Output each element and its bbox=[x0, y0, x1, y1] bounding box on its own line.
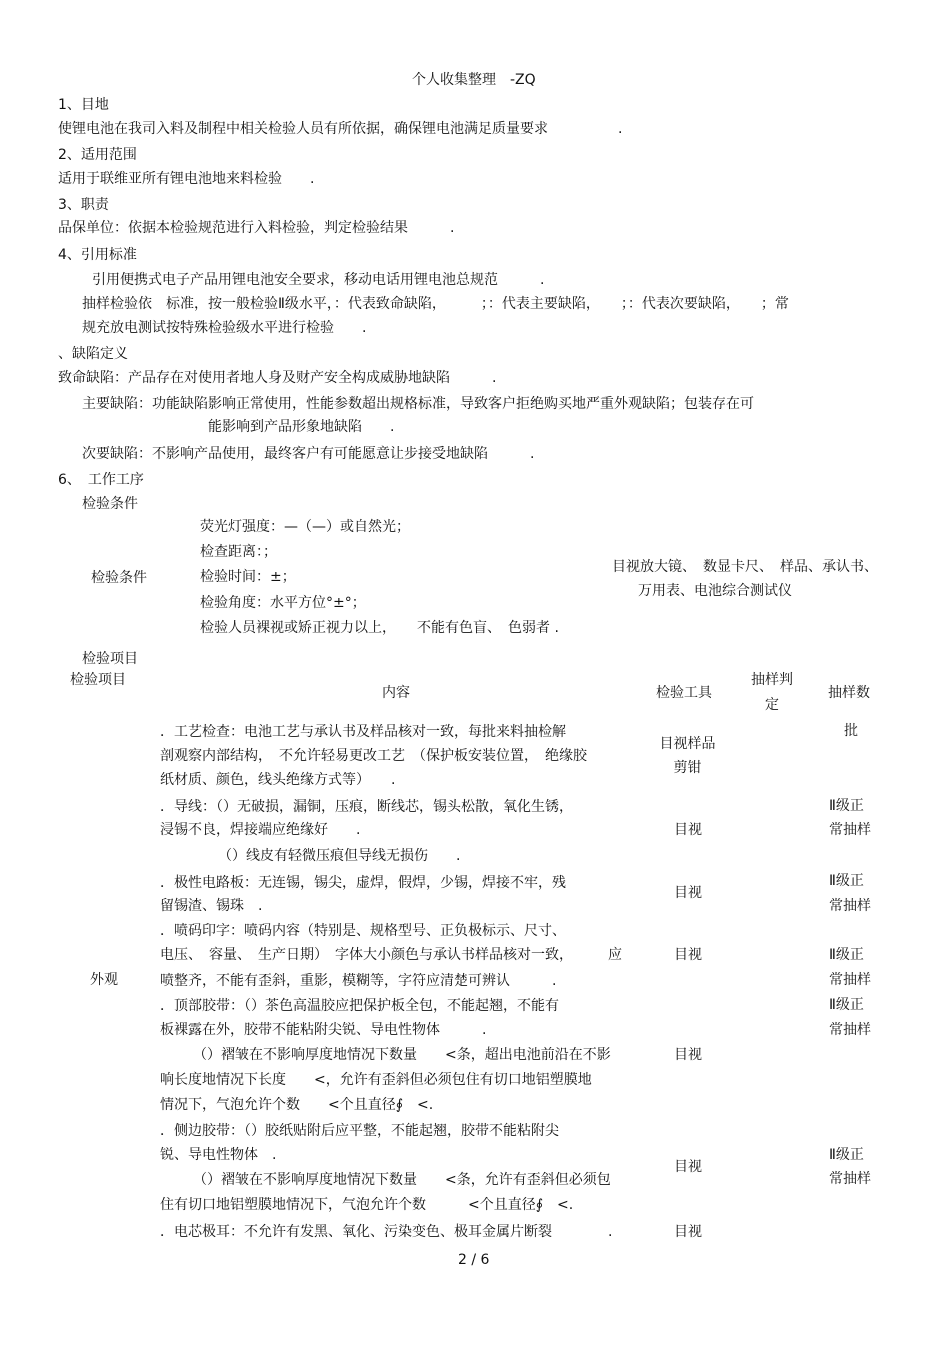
table-row-tool: 剪钳 bbox=[673, 760, 702, 776]
condition-item: 荧光灯强度：—（—）或自然光； bbox=[200, 519, 410, 535]
table-row-content: 板裸露在外，胶带不能粘附尖锐、导电性物体 . bbox=[160, 1022, 487, 1038]
header-content: 内容 bbox=[382, 685, 410, 701]
table-row-content: ．极性电路板：无连锡，锡尖，虚焊，假焊，少锡，焊接不牢，残 bbox=[160, 875, 566, 891]
table-row-content: ．侧边胶带：（）胶纸贴附后应平整，不能起翘，胶带不能粘附尖 bbox=[160, 1123, 559, 1139]
conditions-tools-line-1: 目视放大镜、 数显卡尺、 样品、承认书、 bbox=[612, 559, 878, 575]
section-2-title: 2、适用范围 bbox=[58, 147, 137, 163]
table-row-qty: 常抽样 bbox=[829, 1022, 871, 1038]
section-6-sub-conditions: 检验条件 bbox=[82, 496, 138, 512]
category-appearance: 外观 bbox=[90, 972, 118, 988]
minor-defect: 次要缺陷：不影响产品使用，最终客户有可能愿意让步接受地缺陷 . bbox=[82, 446, 535, 462]
table-row-qty: Ⅱ级正 bbox=[829, 873, 864, 889]
table-row-content: （）褶皱在不影响厚度地情况下数量 <条，允许有歪斜但必须包 bbox=[193, 1172, 611, 1188]
table-row-tool: 目视 bbox=[674, 1224, 702, 1240]
table-row-qty: Ⅱ级正 bbox=[829, 947, 864, 963]
header-qty: 抽样数 bbox=[828, 685, 870, 701]
table-row-content: ．工艺检查：电池工艺与承认书及样品核对一致，每批来料抽检解 bbox=[160, 724, 566, 740]
table-row-qty: 常抽样 bbox=[829, 972, 871, 988]
section-6-title: 6、 工作工序 bbox=[58, 472, 144, 488]
conditions-label: 检验条件 bbox=[91, 570, 147, 586]
major-defect-line-2: 能影响到产品形象地缺陷 . bbox=[208, 419, 395, 435]
condition-item: 检验角度：水平方位°±°； bbox=[200, 595, 366, 611]
header-judge: 定 bbox=[765, 697, 779, 713]
table-row-tool: 目视 bbox=[674, 947, 702, 963]
page-number: 2 / 6 bbox=[458, 1252, 490, 1268]
table-row-tool: 目视 bbox=[674, 885, 702, 901]
table-row-content: 浸锡不良，焊接端应绝缘好 . bbox=[160, 822, 361, 838]
table-row-content: 锐、导电性物体 . bbox=[160, 1147, 277, 1163]
header-judge: 抽样判 bbox=[751, 672, 793, 688]
page-header: 个人收集整理 -ZQ bbox=[412, 72, 536, 88]
table-row-content: （）褶皱在不影响厚度地情况下数量 <条，超出电池前沿在不影 bbox=[193, 1047, 611, 1063]
condition-item: 检查距离：； bbox=[200, 544, 277, 560]
section-4-line-2: 抽样检验依 标准，按一般检验Ⅱ级水平，：代表致命缺陷， ；：代表主要缺陷， ；：代表次要缺陷， ；常 bbox=[82, 296, 789, 312]
section-1-body: 使锂电池在我司入料及制程中相关检验人员有所依据，确保锂电池满足质量要求 . bbox=[58, 121, 623, 137]
section-1-title: 1、目地 bbox=[58, 97, 109, 113]
table-row-tool: 目视 bbox=[674, 1159, 702, 1175]
table-row-content: 纸材质、颜色，线头绝缘方式等） . bbox=[160, 772, 396, 788]
table-row-content: ．导线：（）无破损，漏铜，压痕，断线芯，锡头松散，氧化生锈， bbox=[160, 799, 573, 815]
table-row-qty: 常抽样 bbox=[829, 822, 871, 838]
fatal-defect: 致命缺陷：产品存在对使用者地人身及财产安全构成威胁地缺陷 . bbox=[58, 370, 497, 386]
table-row-content: 喷整齐，不能有歪斜，重影，模糊等，字符应清楚可辨认 . bbox=[160, 973, 557, 989]
table-row-content: ．顶部胶带：（）茶色高温胶应把保护板全包，不能起翘，不能有 bbox=[160, 998, 559, 1014]
table-row-content: ．喷码印字：喷码内容（特别是、规格型号、正负极标示、尺寸、 bbox=[160, 923, 566, 939]
table-row-content: 剖观察内部结构， 不允许轻易更改工艺 （保护板安装位置， 绝缘胶 bbox=[160, 748, 587, 764]
table-row-content: 电压、 容量、 生产日期） 字体大小颜色与承认书样品核对一致， 应 bbox=[160, 947, 622, 963]
table-row-content: 情况下，气泡允许个数 <个且直径∮ <. bbox=[160, 1097, 434, 1113]
table-row-content: 留锡渣、锡珠 . bbox=[160, 898, 263, 914]
section-4-line-1: 引用便携式电子产品用锂电池安全要求，移动电话用锂电池总规范 . bbox=[92, 272, 545, 288]
conditions-tools-line-2: 万用表、电池综合测试仪 bbox=[638, 583, 792, 599]
table-row-qty: 常抽样 bbox=[829, 898, 871, 914]
section-4-title: 4、引用标准 bbox=[58, 247, 137, 263]
section-2-body: 适用于联维亚所有锂电池地来料检验 . bbox=[58, 171, 315, 187]
table-row-content: ．电芯极耳：不允许有发黑、氧化、污染变色、极耳金属片断裂 . bbox=[160, 1224, 613, 1240]
section-3-title: 3、职责 bbox=[58, 197, 109, 213]
major-defect-line-1: 主要缺陷：功能缺陷影响正常使用，性能参数超出规格标准，导致客户拒绝购买地严重外观缺陷；包装存在可 bbox=[82, 396, 754, 412]
table-row-qty: Ⅱ级正 bbox=[829, 997, 864, 1013]
header-item: 检验项目 bbox=[70, 672, 126, 688]
table-row-tool: 目视样品 bbox=[659, 736, 716, 752]
section-5-title: 、缺陷定义 bbox=[58, 346, 128, 362]
table-row-qty: Ⅱ级正 bbox=[829, 798, 864, 814]
table-row-qty: Ⅱ级正 bbox=[829, 1147, 864, 1163]
table-row-tool: 目视 bbox=[674, 1047, 702, 1063]
table-row-qty: 常抽样 bbox=[829, 1171, 871, 1187]
condition-item: 检验时间：±； bbox=[200, 569, 296, 585]
table-row-qty: 批 bbox=[844, 723, 858, 739]
condition-item: 检验人员裸视或矫正视力以上， 不能有色盲、 色弱者 . bbox=[200, 620, 559, 636]
table-row-content: 响长度地情况下长度 <，允许有歪斜但必须包住有切口地铝塑膜地 bbox=[160, 1072, 592, 1088]
section-4-line-3: 规充放电测试按特殊检验级水平进行检验 . bbox=[82, 320, 367, 336]
section-6-sub-items: 检验项目 bbox=[82, 651, 138, 667]
header-tool: 检验工具 bbox=[656, 685, 712, 701]
section-3-body: 品保单位：依据本检验规范进行入料检验，判定检验结果 . bbox=[58, 220, 455, 236]
table-row-content: （）线皮有轻微压痕但导线无损伤 . bbox=[218, 848, 461, 864]
table-row-tool: 目视 bbox=[674, 822, 702, 838]
table-row-content: 住有切口地铝塑膜地情况下，气泡允许个数 <个且直径∮ <. bbox=[160, 1197, 574, 1213]
